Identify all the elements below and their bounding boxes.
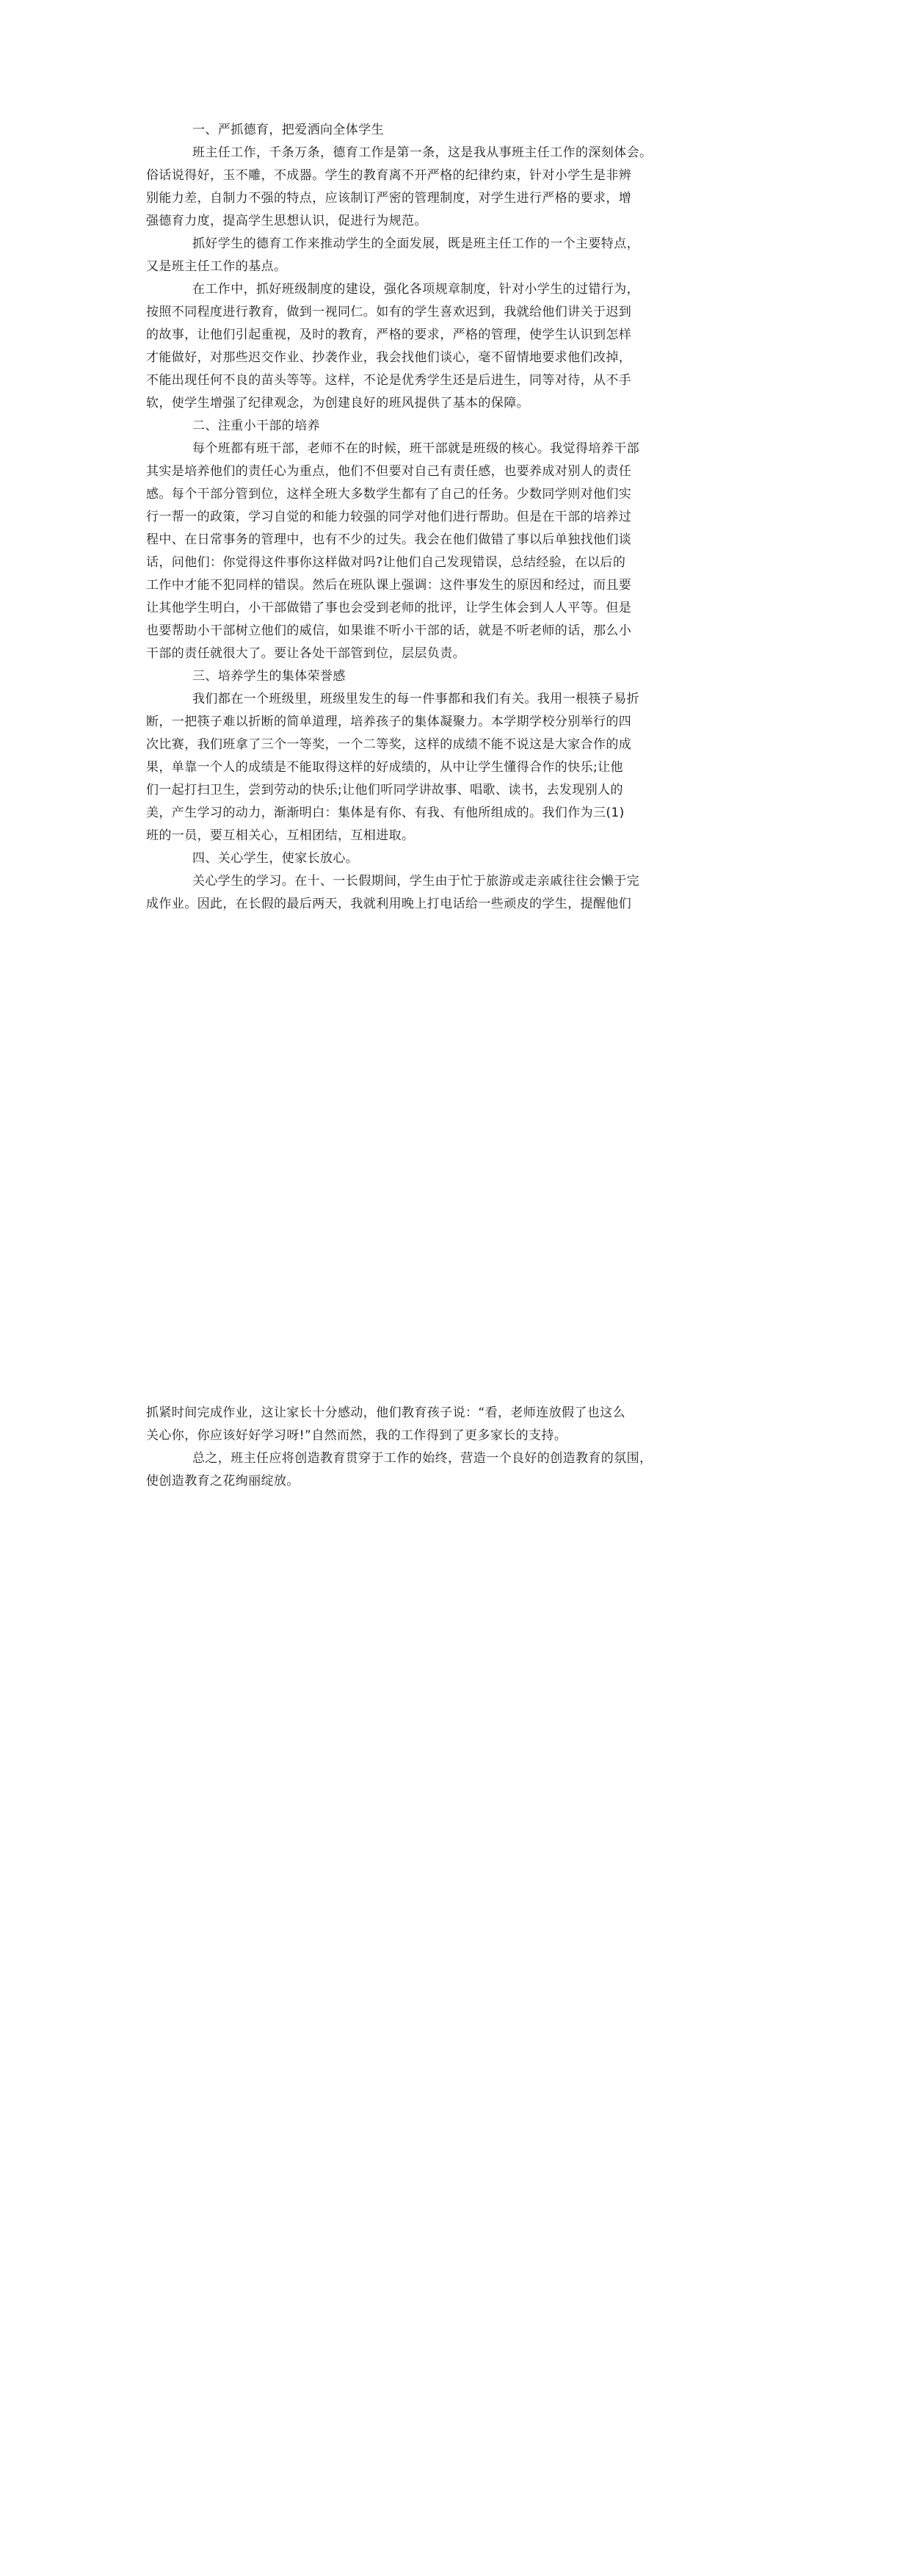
text-line: 二、注重小干部的培养 bbox=[192, 419, 320, 433]
text-line: 四、关心学生，使家长放心。 bbox=[192, 851, 359, 866]
document-body-part-1 bbox=[146, 123, 764, 919]
text-line: 干部的责任就很大了。要让各处干部管到位，层层负责。 bbox=[146, 646, 465, 661]
text-line: 话，问他们：你觉得这件事你这样做对吗?让他们自己发现错误，总结经验，在以后的 bbox=[146, 555, 626, 570]
text-line: 们一起打扫卫生，尝到劳动的快乐;让他们听同学讲故事、唱歌、读书，去发现别人的 bbox=[146, 783, 623, 797]
document-body-part-2 bbox=[146, 1405, 764, 1497]
text-line: 一、严抓德育，把爱洒向全体学生 bbox=[192, 123, 384, 137]
text-line: 关心学生的学习。在十、一长假期间，学生由于忙于旅游或走亲戚往往会懒于完 bbox=[192, 874, 639, 889]
text-line: 果，单靠一个人的成绩是不能取得这样的好成绩的，从中让学生懂得合作的快乐;让他 bbox=[146, 760, 623, 775]
text-line: 使创造教育之花绚丽绽放。 bbox=[146, 1474, 300, 1488]
text-line: 的故事，让他们引起重视，及时的教育，严格的要求，严格的管理，使学生认识到怎样 bbox=[146, 328, 632, 342]
text-line: 抓紧时间完成作业，这让家长十分感动，他们教育孩子说：“看，老师连放假了也这么 bbox=[146, 1405, 626, 1420]
text-line: 关心你，你应该好好学习呀!”自然而然，我的工作得到了更多家长的支持。 bbox=[146, 1428, 567, 1443]
text-line: 班的一员，要互相关心，互相团结，互相进取。 bbox=[146, 828, 415, 843]
text-line: 俗话说得好，玉不雕，不成器。学生的教育离不开严格的纪律约束，针对小学生是非辨 bbox=[146, 168, 632, 183]
text-line: 也要帮助小干部树立他们的威信，如果谁不听小干部的话，就是不听老师的话，那么小 bbox=[146, 623, 632, 638]
text-line: 软，使学生增强了纪律观念，为创建良好的班风提供了基本的保障。 bbox=[146, 396, 529, 410]
text-line: 强德育力度，提高学生思想认识，促进行为规范。 bbox=[146, 214, 427, 228]
text-line: 班主任工作，千条万条，德育工作是第一条，这是我从事班主任工作的深刻体会。 bbox=[192, 145, 653, 160]
text-line: 我们都在一个班级里，班级里发生的每一件事都和我们有关。我用一根筷子易折 bbox=[192, 692, 639, 706]
text-line: 其实是培养他们的责任心为重点，他们不但要对自己有责任感，也要养成对别人的责任 bbox=[146, 464, 632, 479]
text-line: 让其他学生明白，小干部做错了事也会受到老师的批评，让学生体会到人人平等。但是 bbox=[146, 601, 632, 615]
text-line: 成作业。因此，在长假的最后两天，我就利用晚上打电话给一些顽皮的学生，提醒他们 bbox=[146, 897, 632, 911]
text-line: 美，产生学习的动力，渐渐明白：集体是有你、有我、有他所组成的。我们作为三(1) bbox=[146, 806, 625, 820]
text-line: 不能出现任何不良的苗头等等。这样，不论是优秀学生还是后进生，同等对待，从不手 bbox=[146, 373, 632, 388]
text-line: 别能力差，自制力不强的特点，应该制订严密的管理制度，对学生进行严格的要求，增 bbox=[146, 191, 632, 206]
text-line: 感。每个干部分管到位，这样全班大多数学生都有了自己的任务。少数同学则对他们实 bbox=[146, 487, 632, 502]
text-line: 才能做好，对那些迟交作业、抄袭作业，我会找他们谈心，毫不留情地要求他们改掉， bbox=[146, 350, 632, 365]
text-line: 三、培养学生的集体荣誉感 bbox=[192, 669, 346, 684]
text-line: 程中、在日常事务的管理中，也有不少的过失。我会在他们做错了事以后单独找他们谈 bbox=[146, 532, 632, 547]
text-line: 工作中才能不犯同样的错误。然后在班队课上强调：这件事发生的原因和经过，而且要 bbox=[146, 578, 632, 593]
text-line: 抓好学生的德育工作来推动学生的全面发展，既是班主任工作的一个主要特点， bbox=[192, 236, 639, 251]
text-line: 在工作中，抓好班级制度的建设，强化各项规章制度，针对小学生的过错行为， bbox=[192, 282, 639, 297]
text-line: 断，一把筷子难以折断的简单道理，培养孩子的集体凝聚力。本学期学校分别举行的四 bbox=[146, 714, 632, 729]
text-line: 每个班都有班干部，老师不在的时候，班干部就是班级的核心。我觉得培养干部 bbox=[192, 441, 639, 456]
text-line: 行一帮一的政策，学习自觉的和能力较强的同学对他们进行帮助。但是在干部的培养过 bbox=[146, 510, 632, 524]
text-line: 次比赛，我们班拿了三个一等奖，一个二等奖，这样的成绩不能不说这是大家合作的成 bbox=[146, 737, 632, 752]
text-line: 按照不同程度进行教育，做到一视同仁。如有的学生喜欢迟到，我就给他们讲关于迟到 bbox=[146, 305, 632, 319]
text-line: 总之，班主任应将创造教育贯穿于工作的始终，营造一个良好的创造教育的氛围， bbox=[192, 1451, 653, 1466]
text-line: 又是班主任工作的基点。 bbox=[146, 259, 287, 274]
